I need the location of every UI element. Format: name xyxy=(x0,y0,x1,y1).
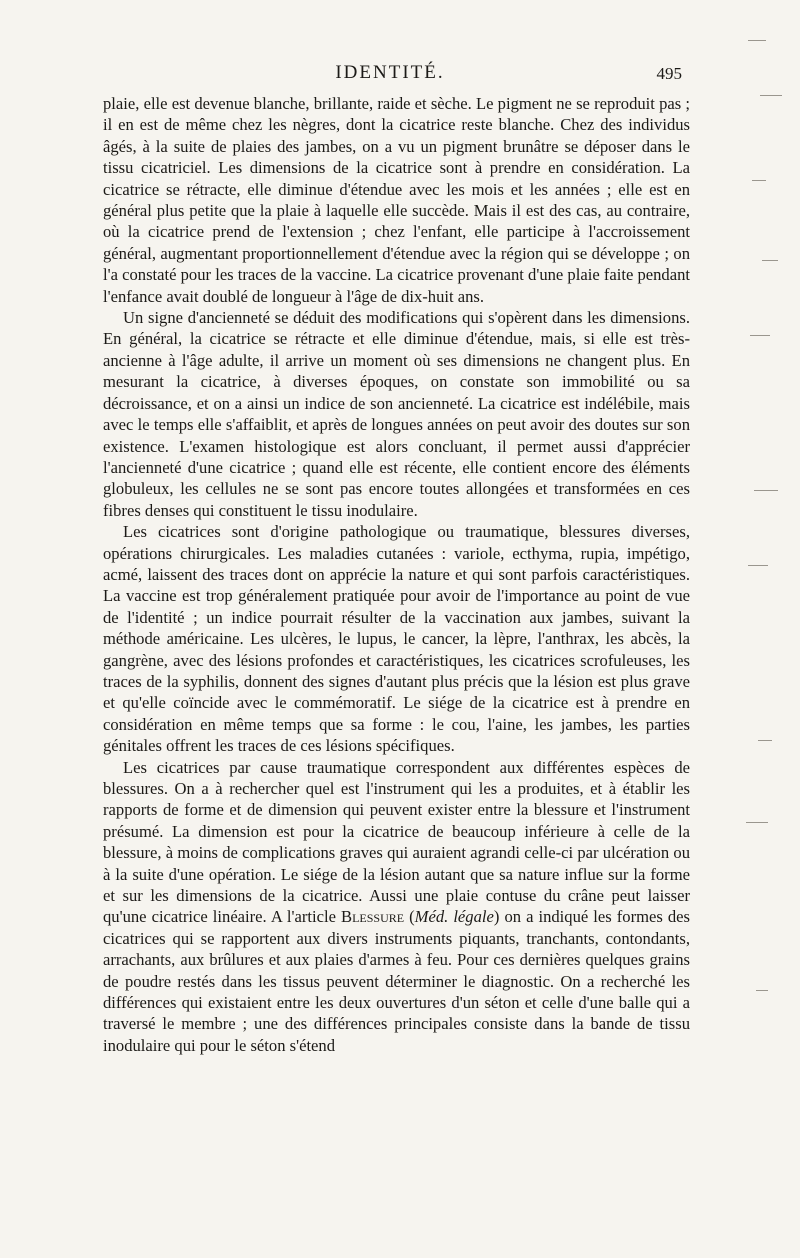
scan-speck xyxy=(762,260,778,261)
scan-speck xyxy=(748,40,766,41)
paragraph-4-text-b: ( xyxy=(404,907,415,927)
paragraph-4-text-c: ) on a indiqué les formes des cicatrices qui se rapportent aux divers instruments piquants, tranchants, contondants, arrachants, aux brûlures et aux plaies d'armes à feu. Pour ces dernières quelques grains de poudre restés dans les tissus peuvent déterminer le diagnostic. On a recherché les différences qui existaient entre les deux ouvertures d'un séton et celle d'une balle qui a traversé le membre ; une des différences principales consiste dans la bande de tissu inodulaire qui pour le séton s'étend xyxy=(103,907,690,1055)
scan-speck xyxy=(756,990,768,991)
paragraph-4 xyxy=(103,757,690,1057)
scan-speck xyxy=(752,180,766,181)
paragraph-4-text-a: Les cicatrices par cause traumatique correspondent aux différentes espèces de blessures. On a à rechercher quel est l'instrument qui les a produites, et à établir les rapports de forme et de dimension qui peuvent exister entre la blessure et l'instrument présumé. La dimension est pour la cicatrice de beaucoup inférieure à celle de la blessure, à moins de complications graves qui auraient agrandi celle-ci par ulcération ou à la suite d'une opération. Le siége de la lésion autant que sa nature influe sur la forme et sur les dimensions de la cicatrice. Aussi une plaie contuse du crâne peut laisser qu'une cicatrice linéaire. A l'article xyxy=(103,757,690,927)
scan-speck xyxy=(748,565,768,566)
cross-reference-section: Méd. légale xyxy=(414,907,494,927)
scan-margin-artifacts xyxy=(740,0,800,1258)
scan-speck xyxy=(758,740,772,741)
scan-speck xyxy=(754,490,778,491)
body-text xyxy=(103,93,690,1056)
paragraph-3: Les cicatrices sont d'origine pathologique ou traumatique, blessures diverses, opérations chirurgicales. Les maladies cutanées : variole, ecthyma, rupia, impétigo, acmé, laissent des traces dont on apprécie la nature et qui sont parfois caractéristiques. La vaccine est trop généralement pratiquée pour avoir de l'importance au point de vue de l'identité ; un indice pourrait résulter de la vaccination aux jambes, suivant la méthode américaine. Les ulcères, le lupus, le cancer, la lèpre, l'anthrax, les abcès, la gangrène, avec des lésions profondes et caractéristiques, les cicatrices scrofuleuses, les traces de la syphilis, donnent des signes d'autant plus précis que la lésion est plus grave et qu'elle coïncide avec le commémoratif. Le siége de la cicatrice est à prendre en considération en même temps que sa forme : le cou, l'aine, les jambes, les parties génitales offrent les traces de ces lésions spécifiques. xyxy=(103,522,690,756)
page-header xyxy=(100,58,680,90)
paragraph-2: Un signe d'ancienneté se déduit des modifications qui s'opèrent dans les dimensions. En général, la cicatrice se rétracte et elle diminue d'étendue, mais, si elle est très-ancienne à l'âge adulte, il arrive un moment où ses dimensions ne changent plus. En mesurant la cicatrice, à diverses époques, on constate son immobilité ou sa décroissance, et on a ainsi un indice de son ancienneté. La cicatrice est indélébile, mais avec le temps elle s'affaiblit, et après de longues années on peut avoir des doutes sur son existence. L'examen histologique est alors concluant, il permet aussi d'apprécier l'ancienneté d'une cicatrice ; quand elle est récente, elle contient encore des éléments globuleux, les cellules ne se sont pas encore toutes allongées et transformées en ces fibres denses qui constituent le tissu inodulaire. xyxy=(103,308,690,520)
page-number: 495 xyxy=(656,64,682,83)
cross-reference-term: Blessure xyxy=(341,907,405,927)
scan-speck xyxy=(760,95,782,96)
running-title: IDENTITÉ. xyxy=(335,62,445,83)
scan-speck xyxy=(746,822,768,823)
paragraph-1: plaie, elle est devenue blanche, brillante, raide et sèche. Le pigment ne se reproduit pas ; il en est de même chez les nègres, dont la cicatrice reste blanche. Chez des individus âgés, à la suite de plaies des jambes, on a vu un pigment brunâtre se déposer dans le tissu cicatriciel. Les dimensions de la cicatrice sont à prendre en considération. La cicatrice se rétracte, elle diminue d'étendue avec les mois et les années ; elle est en général plus petite que la plaie à laquelle elle succède. Mais il est des cas, au contraire, où la cicatrice prend de l'extension ; chez l'enfant, elle participe à l'accroissement général, augmentant proportionnellement d'étendue avec la région qui se développe ; on l'a constaté pour les traces de la vaccine. La cicatrice provenant d'une plaie faite pendant l'enfance avait doublé de longueur à l'âge de dix-huit ans. xyxy=(103,94,690,306)
scan-speck xyxy=(750,335,770,336)
